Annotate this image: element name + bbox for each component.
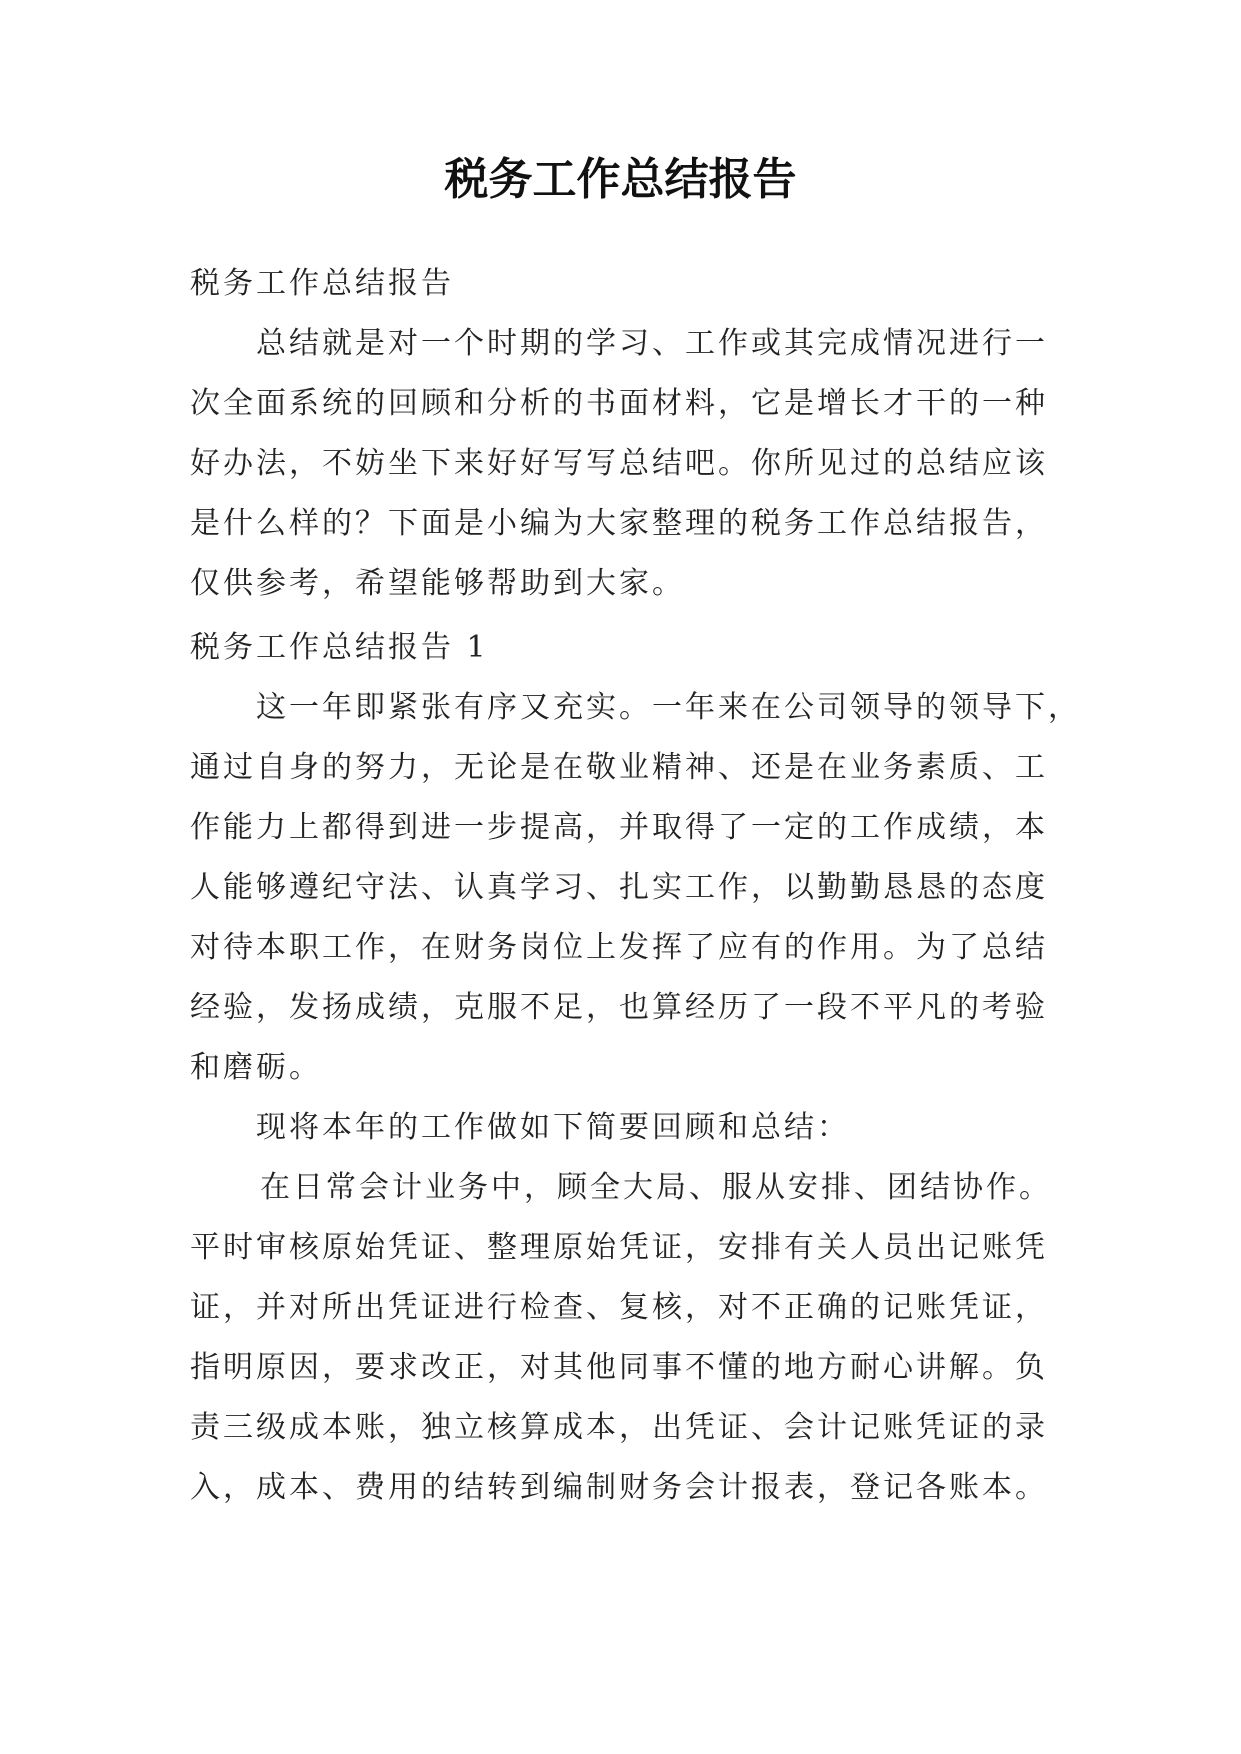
paragraph-line: 经验，发扬成绩，克服不足，也算经历了一段不平凡的考验 bbox=[190, 990, 1048, 1025]
paragraph-line: 证，并对所出凭证进行检查、复核，对不正确的记账凭证， bbox=[190, 1290, 1048, 1325]
paragraph-line: 次全面系统的回顾和分析的书面材料，它是增长才干的一种 bbox=[190, 386, 1048, 421]
document-subtitle: 税务工作总结报告 bbox=[190, 266, 454, 301]
paragraph-line: 对待本职工作，在财务岗位上发挥了应有的作用。为了总结 bbox=[190, 930, 1048, 965]
paragraph-line: 平时审核原始凭证、整理原始凭证，安排有关人员出记账凭 bbox=[190, 1230, 1048, 1265]
section-1-paragraph-1 bbox=[190, 678, 1081, 1098]
section-1 bbox=[190, 618, 1081, 1518]
paragraph-line: 这一年即紧张有序又充实。一年来在公司领导的领导下， bbox=[256, 690, 1081, 725]
paragraph-line: 和磨砺。 bbox=[190, 1050, 322, 1085]
paragraph-line: 在日常会计业务中，顾全大局、服从安排、团结协作。 bbox=[260, 1170, 1052, 1205]
paragraph-line: 指明原因，要求改正，对其他同事不懂的地方耐心讲解。负 bbox=[190, 1350, 1048, 1385]
paragraph-line: 总结就是对一个时期的学习、工作或其完成情况进行一 bbox=[256, 326, 1048, 361]
paragraph-line: 责三级成本账，独立核算成本，出凭证、会计记账凭证的录 bbox=[190, 1410, 1048, 1445]
paragraph-line: 作能力上都得到进一步提高，并取得了一定的工作成绩，本 bbox=[190, 810, 1048, 845]
paragraph-line: 是什么样的？下面是小编为大家整理的税务工作总结报告， bbox=[190, 506, 1048, 541]
document-title: 税务工作总结报告 bbox=[444, 154, 797, 205]
document-body bbox=[190, 254, 1050, 614]
paragraph-line: 好办法，不妨坐下来好好写写总结吧。你所见过的总结应该 bbox=[190, 446, 1048, 481]
section-1-paragraph-3 bbox=[190, 1158, 1050, 1518]
intro-paragraph bbox=[190, 314, 1050, 614]
section-1-paragraph-2: 现将本年的工作做如下简要回顾和总结： bbox=[256, 1110, 850, 1145]
paragraph-line: 人能够遵纪守法、认真学习、扎实工作，以勤勤恳恳的态度 bbox=[190, 870, 1048, 905]
paragraph-line: 仅供参考，希望能够帮助到大家。 bbox=[190, 566, 685, 601]
paragraph-line: 通过自身的努力，无论是在敬业精神、还是在业务素质、工 bbox=[190, 750, 1048, 785]
section-heading: 税务工作总结报告 1 bbox=[190, 630, 489, 665]
paragraph-line: 入，成本、费用的结转到编制财务会计报表，登记各账本。 bbox=[190, 1470, 1048, 1505]
